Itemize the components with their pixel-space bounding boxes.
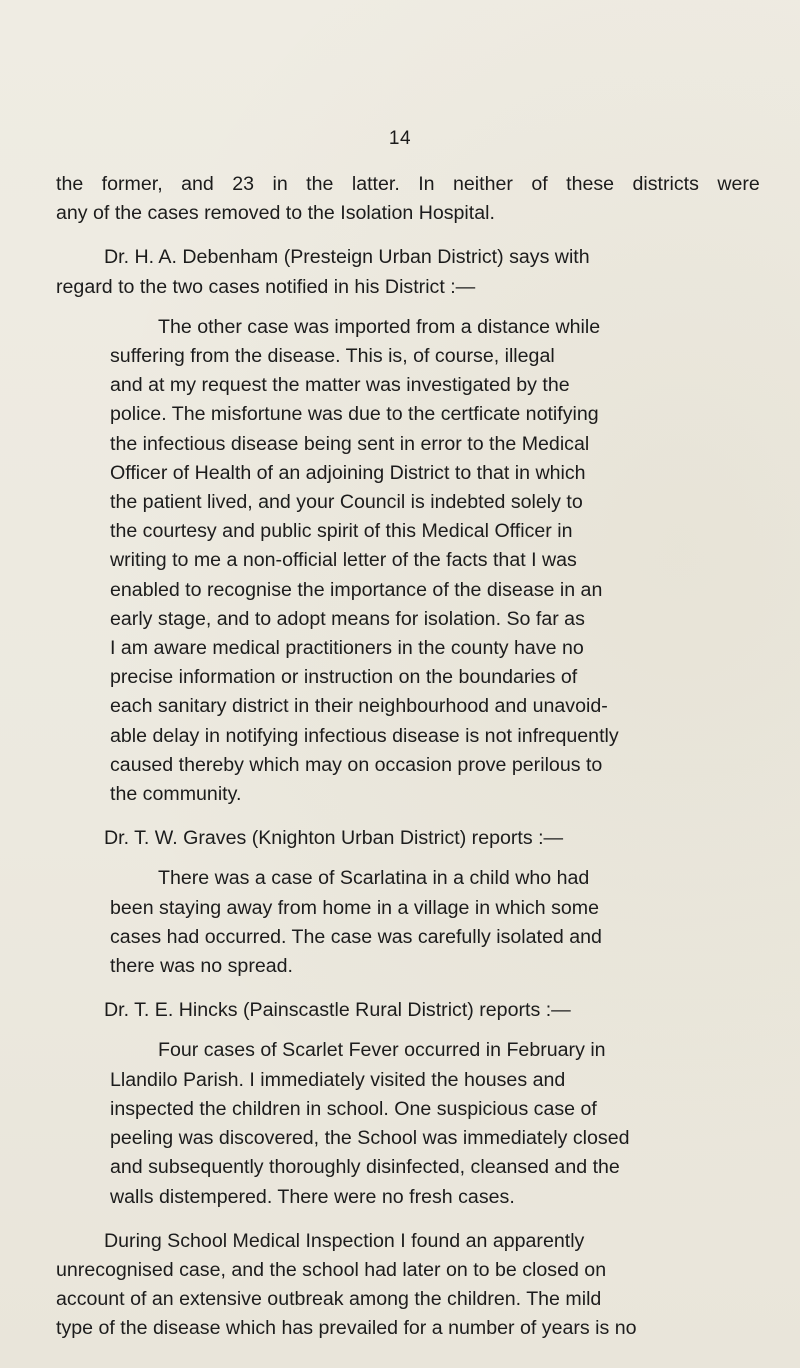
- quote-graves: [0, 864, 800, 981]
- text-line: I am aware medical practitioners in the county have no: [110, 637, 584, 660]
- body-text: [0, 170, 800, 1344]
- text-line: the courtesy and public spirit of this Medical Officer in: [110, 520, 573, 543]
- text-line: and subsequently thoroughly disinfected, cleansed and the: [110, 1156, 620, 1179]
- text-line: there was no spread.: [110, 955, 293, 978]
- text-line: Llandilo Parish. I immediately visited the houses and: [110, 1068, 566, 1091]
- text-line: the infectious disease being sent in error to the Medical: [110, 432, 590, 455]
- text-line: type of the disease which has prevailed for a number of years is no: [56, 1317, 637, 1340]
- text-line: enabled to recognise the importance of the disease in an: [110, 578, 603, 601]
- paragraph-hincks: [0, 996, 800, 1025]
- text-line: During School Medical Inspection I found an apparently: [104, 1229, 585, 1252]
- paragraph-graves: [0, 824, 800, 853]
- text-line: been staying away from home in a village in which some: [110, 896, 600, 919]
- text-line: peeling was discovered, the School was immediately closed: [110, 1127, 630, 1150]
- text-line: precise information or instruction on the boundaries of: [110, 666, 578, 689]
- paragraph-debenham: [0, 243, 800, 301]
- text-line: inspected the children in school. One suspicious case of: [110, 1097, 597, 1120]
- text-line: any of the cases removed to the Isolation Hospital.: [56, 202, 495, 225]
- text-line: cases had occurred. The case was carefully isolated and: [110, 925, 602, 948]
- text-line: Dr. T. W. Graves (Knighton Urban District) reports :—: [104, 827, 564, 850]
- text-line: Officer of Health of an adjoining District to that in which: [110, 461, 586, 484]
- page-number: 14: [388, 128, 412, 149]
- quote-hincks: [0, 1036, 800, 1211]
- text-line: The other case was imported from a distance while: [158, 315, 601, 338]
- quote-debenham: [0, 313, 800, 809]
- text-line: walls distempered. There were no fresh cases.: [110, 1185, 515, 1208]
- text-line: Dr. T. E. Hincks (Painscastle Rural District) reports :—: [104, 999, 571, 1022]
- text-line: and at my request the matter was investigated by the: [110, 374, 570, 397]
- text-line: able delay in notifying infectious disease is not infrequently: [110, 724, 619, 747]
- text-line: There was a case of Scarlatina in a child who had: [158, 867, 590, 890]
- text-line: the former, and 23 in the latter. In neither of these districts were: [56, 173, 760, 195]
- text-line: account of an extensive outbreak among the children. The mild: [56, 1288, 602, 1311]
- text-line: Four cases of Scarlet Fever occurred in February in: [158, 1039, 606, 1062]
- text-line: the community.: [110, 783, 242, 806]
- text-line: Dr. H. A. Debenham (Presteign Urban District) says with: [104, 246, 590, 269]
- text-line: police. The misfortune was due to the certficate notifying: [110, 403, 599, 426]
- text-line: regard to the two cases notified in his District :—: [56, 275, 476, 298]
- text-line: caused thereby which may on occasion prove perilous to: [110, 753, 603, 776]
- text-line: writing to me a non-official letter of the facts that I was: [110, 549, 577, 572]
- text-line: each sanitary district in their neighbourhood and unavoid-: [110, 695, 608, 718]
- text-line: early stage, and to adopt means for isolation. So far as: [110, 607, 585, 630]
- text-line: suffering from the disease. This is, of course, illegal: [110, 345, 555, 368]
- paragraph-continuation: [0, 170, 800, 228]
- text-line: unrecognised case, and the school had later on to be closed on: [56, 1258, 607, 1281]
- text-line: the patient lived, and your Council is indebted solely to: [110, 491, 583, 514]
- paragraph-school-inspection: [0, 1227, 800, 1344]
